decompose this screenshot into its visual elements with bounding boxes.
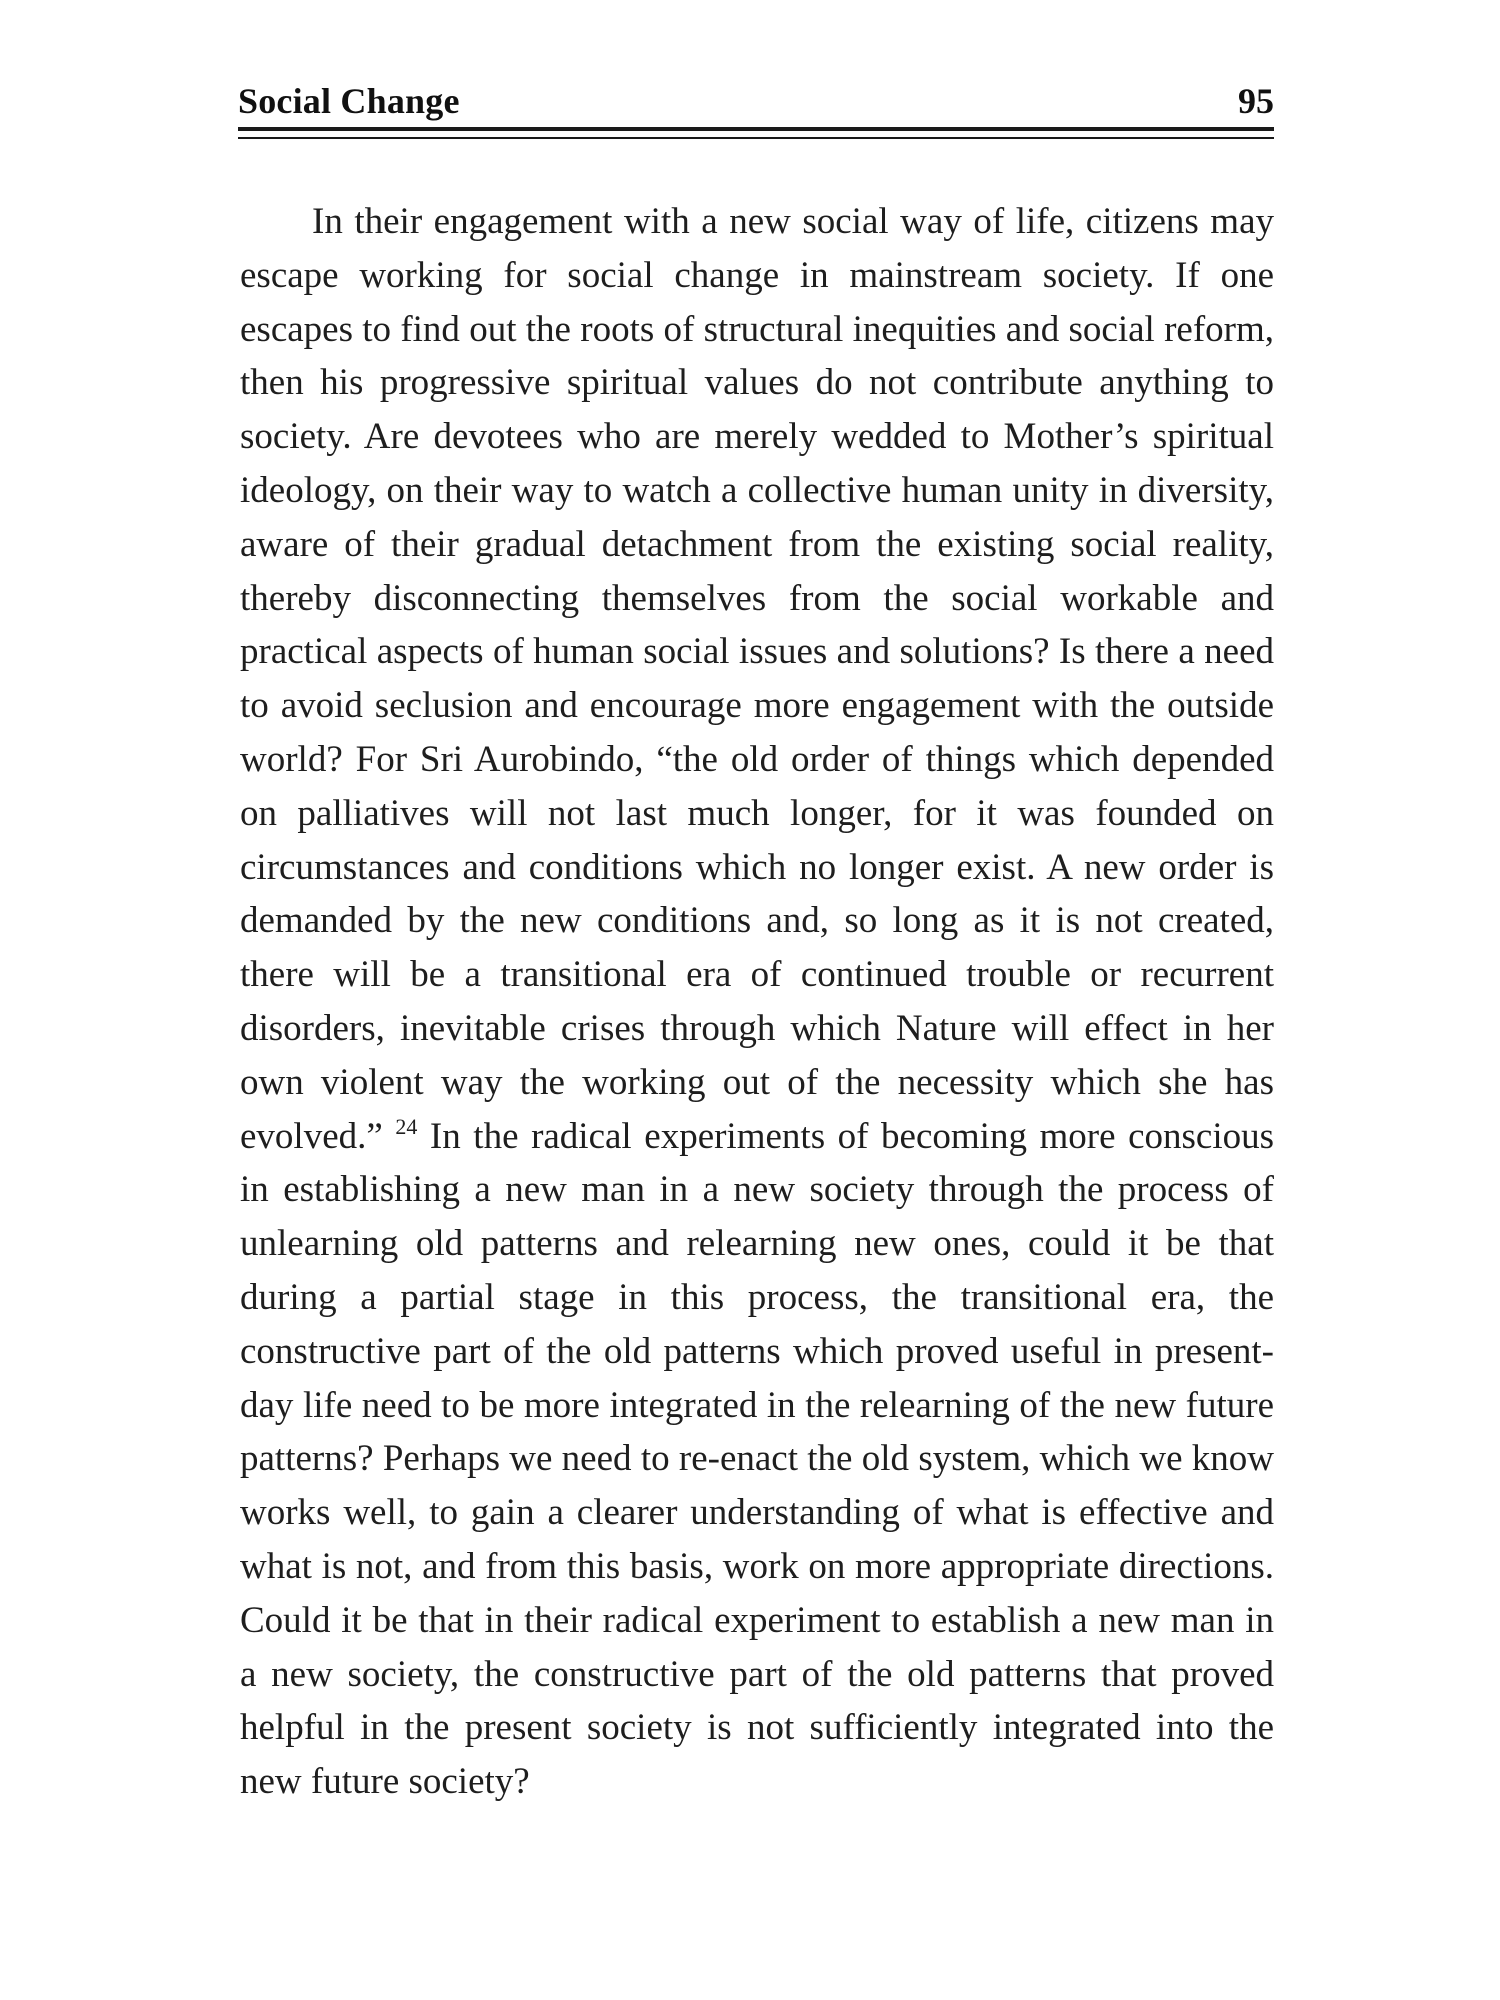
- footnote-reference[interactable]: 24: [395, 1113, 418, 1139]
- paragraph: [240, 195, 1274, 1809]
- header-rule-thick: [238, 127, 1274, 131]
- body-text: [240, 195, 1274, 1809]
- paragraph-text: In their engagement with a new social way of life, citizens may escape working for social change in mainstream society. If one escapes to find out the roots of structural inequities and social reform, then his progressive spiritual values do not contribute anything to society. Are devotees who are merely wedded to Mother’s spiritual ideology, on their way to watch a collective human unity in diversity, aware of their gradual detachment from the existing social reality, thereby disconnecting themselves from the social workable and practical aspects of human social issues and solutions? Is there a need to avoid seclusion and encourage more engagement with the outside world? For Sri Aurobindo, “the old order of things which depended on palliatives will not last much longer, for it was founded on circumstances and conditions which no longer exist. A new order is demanded by the new conditions and, so long as it is not created, there will be a transitional era of continued trouble or recurrent disorders, inevitable crises through which Nature will effect in her own violent way the working out of the necessity which she has evolved.”: [240, 201, 1274, 1157]
- running-header: [238, 78, 1274, 128]
- section-title: Social Change: [238, 81, 460, 121]
- header-rule-thin: [238, 137, 1274, 139]
- paragraph-text-continued: In the radical experiments of becoming more conscious in establishing a new man in a new society through the process of unlearning old patterns and relearning new ones, could it be that during a partial stage in this process, the transitional era, the constructive part of the old patterns which proved useful in present-day life need to be more integrated in the relearning of the new future patterns? Perhaps we need to re-enact the old system, which we know works well, to gain a clearer understanding of what is effective and what is not, and from this basis, work on more appropriate directions. Could it be that in their radical experiment to establish a new man in a new society, the constructive part of the old patterns that proved helpful in the present society is not sufficiently integrated into the new future society?: [240, 1115, 1275, 1803]
- page-number: 95: [1238, 81, 1274, 121]
